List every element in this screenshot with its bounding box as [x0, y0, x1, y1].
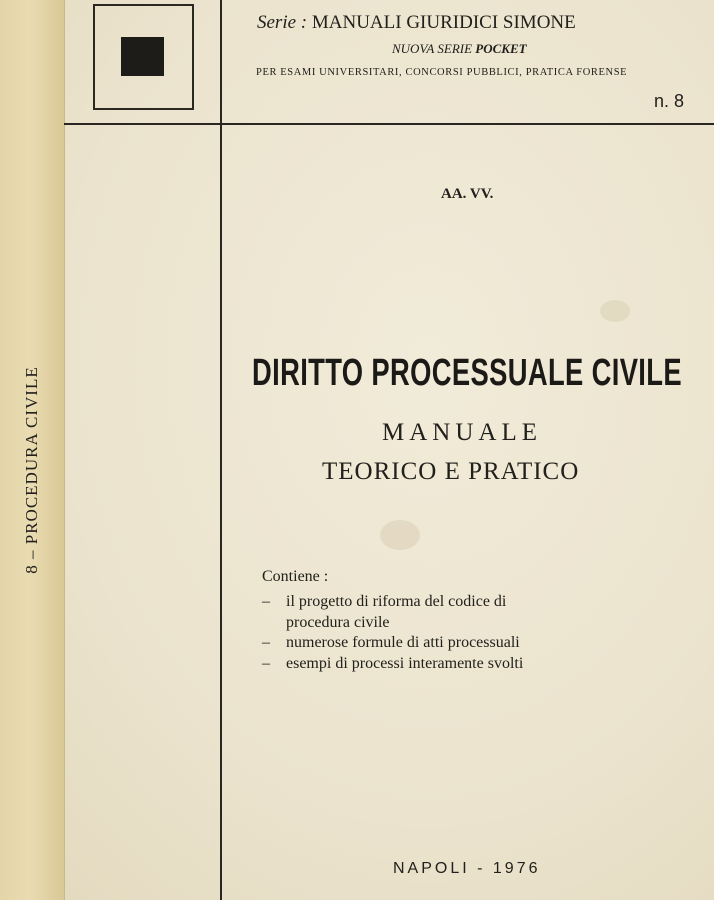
contents-item: [262, 654, 523, 675]
series-heading: [257, 12, 576, 34]
vertical-rule: [220, 0, 222, 900]
contents-item-text: numerose formule di atti processuali: [286, 634, 520, 652]
authors: AA. VV.: [441, 186, 494, 202]
subtitle-line-2: TEORICO E PRATICO: [322, 458, 580, 485]
publisher-logo-icon: [121, 37, 164, 76]
volume-number: n. 8: [654, 91, 685, 111]
contents-item: [262, 633, 523, 654]
contents-item: [262, 592, 523, 634]
paper-stain: [380, 520, 420, 550]
dash: –: [262, 592, 270, 610]
series-label: Serie :: [257, 12, 308, 33]
imprint: NAPOLI - 1976: [393, 860, 541, 877]
book-spine: [0, 0, 65, 900]
contents-block: [262, 567, 523, 675]
exam-purpose-line: PER ESAMI UNIVERSITARI, CONCORSI PUBBLICI, PRATICA FORENSE: [256, 67, 628, 78]
contents-item-text-continued: procedura civile: [286, 613, 390, 631]
dash: –: [262, 634, 270, 652]
subseries-prefix: NUOVA SERIE: [392, 41, 473, 56]
contents-label: Contiene :: [262, 568, 329, 585]
subseries-name: POCKET: [475, 41, 527, 56]
subtitle-line-1: MANUALE: [382, 419, 542, 446]
contents-item-text: esempi di processi interamente svolti: [286, 655, 524, 673]
horizontal-rule: [64, 123, 714, 125]
series-name: MANUALI GIURIDICI SIMONE: [311, 12, 576, 33]
contents-item-text: il progetto di riforma del codice di: [286, 592, 507, 610]
paper-stain: [600, 300, 630, 322]
dash: –: [262, 655, 270, 673]
spine-title: 8 – PROCEDURA CIVILE: [22, 366, 41, 574]
book-title: DIRITTO PROCESSUALE CIVILE: [252, 352, 682, 394]
subseries-line: [392, 41, 527, 57]
